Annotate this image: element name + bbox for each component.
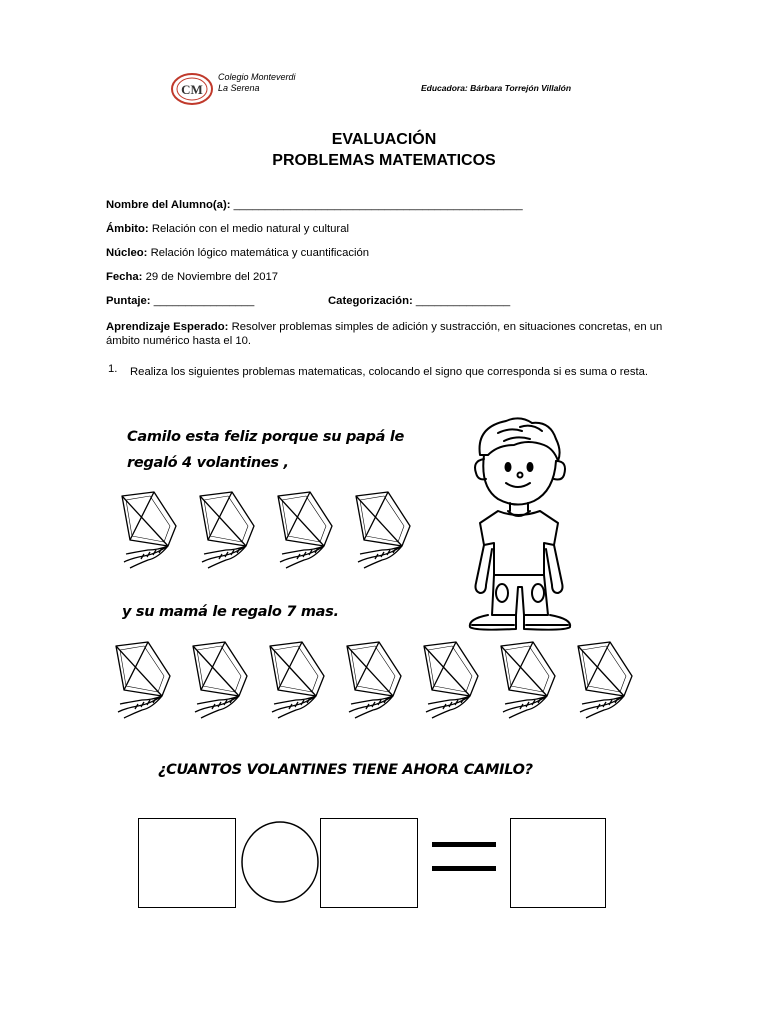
school-logo (170, 72, 214, 106)
logo-letters: CM (181, 82, 203, 97)
school-info (218, 72, 296, 94)
nucleo-row (106, 247, 369, 259)
categorizacion-row (328, 295, 510, 307)
aprendizaje-label: Aprendizaje Esperado: (106, 321, 229, 333)
kite-icon (574, 640, 646, 722)
categorizacion-label: Categorización: (328, 295, 413, 307)
student-name-field[interactable]: ______________________________________________ (233, 199, 523, 211)
title-line2: PROBLEMAS MATEMATICOS (272, 152, 496, 169)
kite-icon (497, 640, 569, 722)
kite-icon (266, 640, 338, 722)
puntaje-field[interactable]: ________________ (153, 295, 255, 307)
story-text-1 (127, 424, 404, 476)
student-name-row (106, 199, 523, 211)
title-line1: EVALUACIÓN (331, 131, 437, 148)
ambito-value: Relación con el medio natural y cultural (151, 223, 349, 235)
kite-icon (118, 490, 190, 572)
categorizacion-field[interactable]: _______________ (415, 295, 511, 307)
nucleo-value: Relación lógico matemática y cuantificación (150, 247, 370, 259)
aprendizaje-esperado (106, 320, 666, 348)
ambito-label: Ámbito: (106, 223, 149, 235)
fecha-value: 29 de Noviembre del 2017 (145, 271, 279, 283)
kite-icon (196, 490, 268, 572)
equals-sign (432, 840, 498, 874)
task-number: 1. (108, 363, 118, 375)
kite-icon (112, 640, 184, 722)
story-line-3: y su mamá le regalo 7 mas. (122, 604, 339, 620)
ambito-row (106, 223, 349, 235)
kite-icon (189, 640, 261, 722)
task-instruction: Realiza los siguientes problemas matematicas, colocando el signo que corresponda si es suma o resta. (130, 366, 649, 378)
question-text: ¿CUANTOS VOLANTINES TIENE AHORA CAMILO? (158, 762, 533, 778)
school-name: Colegio Monteverdi (218, 72, 296, 82)
nucleo-label: Núcleo: (106, 247, 148, 259)
kite-icon (343, 640, 415, 722)
educator-name: Educadora: Bárbara Torrejón Villalón (421, 83, 572, 93)
aprendizaje-text: Resolver problemas simples de adición y sustracción, en situaciones concretas, en un ámbito numérico hasta el 10. (106, 321, 663, 347)
boy-illustration (458, 415, 578, 640)
answer-box-result[interactable] (510, 818, 606, 908)
kite-icon (352, 490, 424, 572)
answer-box-first-number[interactable] (138, 818, 236, 908)
story-line-2: regaló 4 volantines , (127, 455, 289, 471)
kite-icon (274, 490, 346, 572)
fecha-label: Fecha: (106, 271, 143, 283)
puntaje-label: Puntaje: (106, 295, 151, 307)
school-city: La Serena (218, 83, 260, 93)
answer-box-second-number[interactable] (320, 818, 418, 908)
story-line-1: Camilo esta feliz porque su papá le (127, 429, 405, 445)
puntaje-row (106, 295, 254, 307)
sign-circle[interactable] (240, 820, 320, 904)
kite-icon (420, 640, 492, 722)
fecha-row (106, 271, 278, 283)
student-label: Nombre del Alumno(a): (106, 199, 231, 211)
